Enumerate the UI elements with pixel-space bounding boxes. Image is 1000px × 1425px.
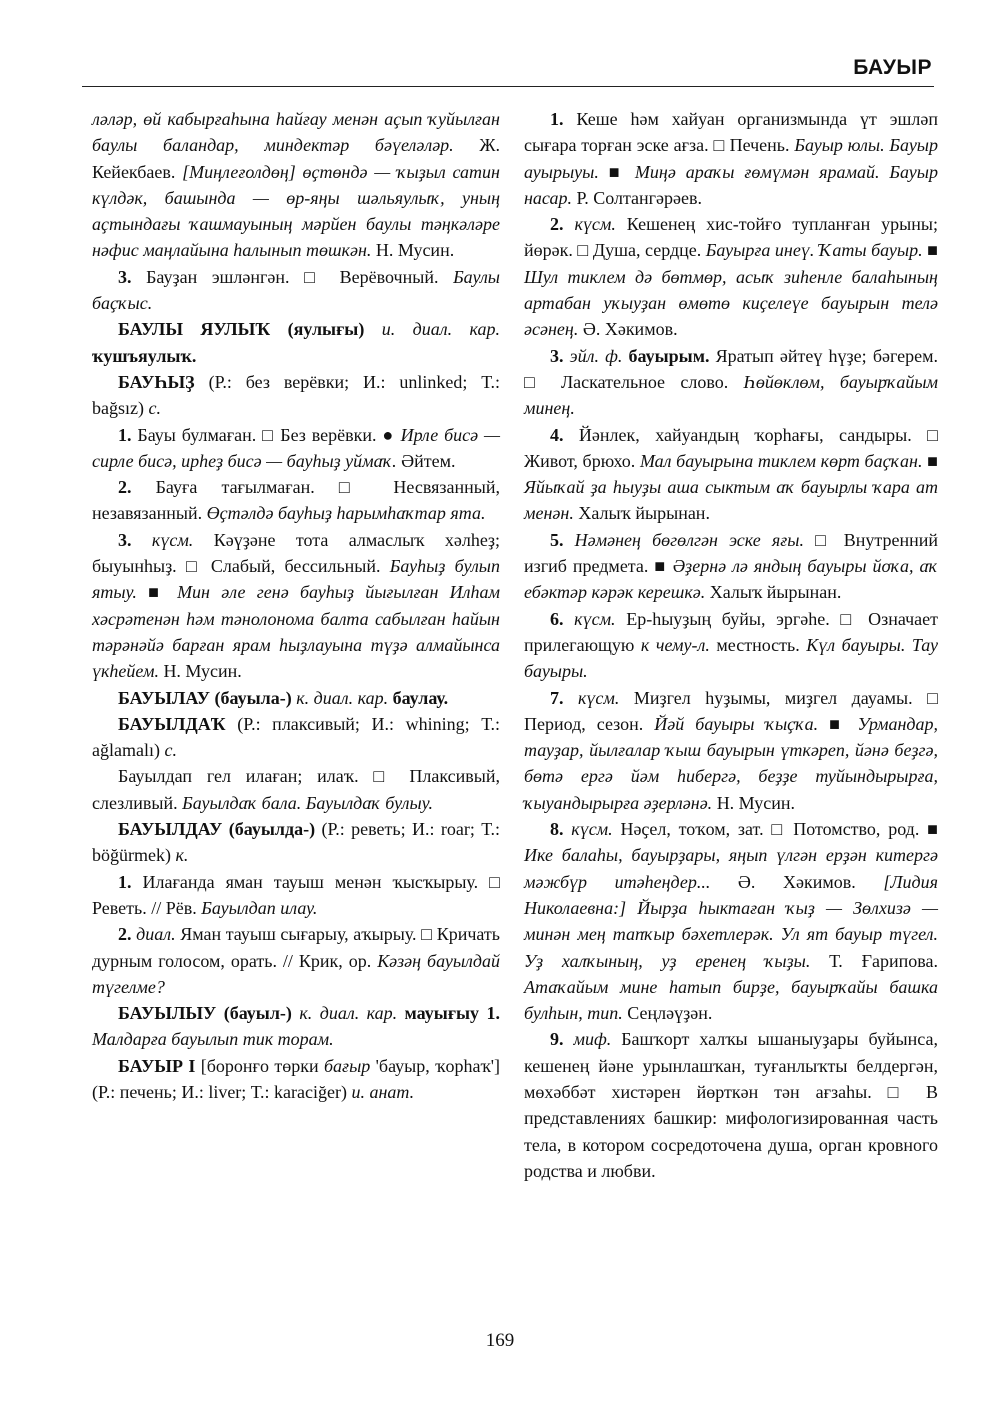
running-header-headword: БАУЫР [853,56,932,79]
text-run: Кешенең хис-тойғо тупланған урыны; йөрәк. □ Душа, сердце. [524,214,938,261]
italic-run: Атаҡайым мине һатып бирҙе, бауырҡайы башка булһын, тип. [524,976,938,1024]
italic-run: күсм. [131,529,194,550]
text-run: Илағанда яман тауыш менән ҡысҡырыу. □ Реветь. // Рёв. [92,871,500,918]
italic-run: Әҙернә лә яндың бауыры йоҡа, аҡ ебәктәр кәрәк керешкә. [524,556,938,603]
bold-run: 2. [118,477,132,498]
bold-run: 8. [550,819,564,840]
text-run: ■ [598,161,635,182]
italic-run: [Лидия Николаевна:] Йырҙа һыктаған ҡыҙ — Зөлхизә — минән мең тапҡыр бәхетлерәк. Ул ят бауыр түгел. Уҙ халҡының, уҙ еренең ҡыҙы. [524,871,938,971]
italic-run: Күл бауыры. Тау бауыры. [524,634,938,682]
entry-paragraph [92,527,500,685]
entry-paragraph [524,1026,938,1184]
italic-run: Урмандар, тауҙар, йылғалар ҡыш бауырын үткәреп, йәнә беҙгә, бөтә ергә йәм һибергә, беҙҙе туйындырырға, ҡыуандырырға әҙерләнә. [524,713,938,813]
bold-run: БАУҺЫҘ [118,371,195,392]
italic-run: Яйыҡай ҙа һыуҙы аша сыктым аҡ бауырлы ҡара ат менән. [524,477,938,524]
text-run: Йәнлек, хайуандың ҡорһағы, сандыры. □ Живот, брюхо. [524,424,938,471]
italic-run: Баулы баҫҡыс. [92,266,500,314]
text-run: (Р.: плаксивый; И.: whining; Т.: ağlamalı) [92,713,500,761]
italic-run: Мал бауырына тиклем көрт баҫҡан. [639,450,923,471]
italic-run: Өҫтәлдә бауһыҙ һарымһаҡтар ята. [206,503,486,524]
text-run: Бауға тағылмаған. □ Несвязанный, незавязанный. [92,477,500,524]
bold-run: 5. [550,529,564,550]
bold-run: 4. [550,424,564,445]
bold-run: 3. [550,345,564,366]
text-run: Н. Мусин. [712,792,795,813]
bold-run: 9. [550,1029,564,1050]
entry-paragraph [92,106,500,264]
text-run: Халыҡ йырынан. [705,582,842,603]
right-column [524,106,938,1184]
bold-run: БАУЫЛДАҠ [118,713,226,734]
text-run: Ә. Хәкимов. [710,871,884,892]
bold-run: 2. [550,214,564,235]
bold-run: БАУЫЛЫУ (бауыл-) [118,1003,292,1024]
italic-run: бағыр [324,1055,371,1076]
italic-run: Һөйөклөм, бауырҡайым минең. [524,371,939,419]
text-run: Миҙгел һуҙымы, миҙгел дауамы. □ Период, сезон. [524,687,938,734]
bold-run: 2. [118,924,132,945]
italic-run: эйл. ф. [563,345,623,366]
entry-paragraph [92,711,500,764]
italic-run: Ирле бисә — сирле бисә, ирһеҙ бисә — бауһыҙ уймаҡ. [92,424,500,471]
italic-run: Нәмәнең бөгөлгән эске яғы. [563,529,804,550]
header-rule [82,86,934,87]
text-run: ■ [922,450,939,471]
text-run: Ә. Хәкимов. [578,319,678,340]
italic-run: к. диал. кар. [291,687,393,708]
text-run: (Р.: реветь; И.: roar; Т.: böğürmek) [92,819,500,866]
italic-run: күсм. [563,687,620,708]
left-column [92,106,500,1105]
italic-run: күсм. [563,819,613,840]
bold-run: 1. [118,871,132,892]
text-run: Халыҡ йырынан. [573,503,710,524]
text-run: Н. Мусин. [371,240,455,261]
bold-run: ҡушъяулыҡ. [92,345,197,366]
italic-run: с. [148,398,161,419]
entry-paragraph [524,106,938,211]
entry-paragraph [92,869,500,922]
entry-paragraph [524,527,938,606]
italic-run: Бауһыҙ булып ятыу. [92,556,500,603]
italic-run: [Миңлеғолдөң] өҫтөндә — ҡыҙыл сатин күлдәк, башында — өр-яңы шәльяулыҡ, уның аҫтындағы ҡашмауының мәрйен баулы тәңкәләре нәфис маңлайына һалынып төшкән. [92,161,500,261]
text-run: Башҡорт халҡы ышаныуҙары буйынса, кешенең йәне урынлашҡан, туғанлыҡты белдергән, мөхәббәт хистәрен йөрткән тән ағзаһы. □ В представлениях башкир: мифологизированная часть тела, в котором сосредоточена душа, орган кровного родства и любви. [524,1029,938,1181]
bold-run: бауырым. [622,345,710,366]
italic-run: к чему-л. [640,634,710,655]
italic-run: к. [175,845,189,866]
entry-paragraph [92,316,500,369]
italic-run: Кәзәң бауылдай түгелме? [92,950,500,997]
entry-paragraph [92,921,500,1000]
text-run: Сеңләүҙән. [622,1003,713,1024]
text-run: Кеше һәм хайуан организмында үт эшләп сығара торған эске ағза. □ Печень. [524,109,938,156]
text-run: Нәҫел, тоҡом, зат. □ Потомство, род. ■ [612,819,938,840]
entry-paragraph [92,474,500,527]
text-run: ■ [922,240,939,261]
entry-paragraph [524,816,938,1026]
italic-run: күсм. [563,214,616,235]
italic-run: Мин әле генә бауһыҙ йығылған Илһам хәсрәтенән һәм тәнолонома балта сабылған һайын тәрәнәйә барған ярам һыҙлауына түҙә алмайынса үкһейем. [92,582,501,682]
italic-run: и. диал. кар. [364,319,500,340]
bold-run: БАУЫЛДАУ (бауылда-) [118,819,316,840]
italic-run: Йәй бауыры ҡыҫҡа. [654,713,819,734]
text-run: Бауы булмаған. □ Без верёвки. ● [131,424,401,445]
entry-paragraph [524,685,938,816]
text-run: Ер-һыуҙың буйы, эргәһе. □ Означает прилегающую [524,608,938,655]
bold-run: 3. [118,266,132,287]
bold-run: БАУЫР I [118,1055,196,1076]
text-run: [боронғо төрки [195,1055,324,1076]
entry-paragraph [92,763,500,816]
text-run: Яратып әйтеү һүҙе; бәгерем. □ Ласкательное слово. [524,345,938,392]
entry-paragraph [524,422,938,527]
text-run: Ж. Кейекбаев. [92,135,500,182]
italic-run: Миңә араҡы ғөмүмән ярамай. Бауыр насар. [524,161,938,208]
entry-paragraph [92,422,500,475]
text-run: (Р.: без верёвки; И.: unlinked; Т.: bağsız) [92,371,500,419]
bold-run: 1. [118,424,132,445]
text-run: 'бауыр, ҡорһаҡ'] (Р.: печень; И.: liver; Т.: karaciğer) [92,1055,501,1102]
entry-paragraph [524,211,938,342]
bold-run: мауығыу 1. [404,1003,500,1024]
text-run: □ Внутренний изгиб предмета. ■ [524,529,938,577]
italic-run: Бауыр юлы. Бауыр ауырыуы. [524,135,938,182]
italic-run: Бауырға инеү. Ҡаты бауыр. [705,240,923,261]
text-run: Р. Солтангәрәев. [571,187,703,208]
bold-run: 1. [550,109,564,129]
entry-paragraph [92,685,500,711]
entry-paragraph [92,816,500,869]
italic-run: Ике балаһы, бауырҙары, яңып үлгән ерҙән китергә мәжбүр итәһеңдер... [524,845,938,892]
text-run: Бауҙан эшләнгән. □ Верёвочный. [131,266,454,287]
italic-run: Малдарға бауылып тик торам. [92,1029,334,1050]
bold-run: 7. [550,687,564,708]
bold-run: баулау. [392,687,449,708]
text-run: Әйтем. [396,450,456,471]
text-run: Т. Ғарипова. [810,950,938,971]
text-run: ■ [136,582,178,603]
italic-run: с. [164,740,177,761]
text-run: местность. [709,634,807,655]
italic-run: диал. [131,924,176,945]
bold-run: 3. [118,529,132,550]
entry-paragraph [92,369,500,422]
italic-run: и. анат. [351,1081,415,1102]
bold-run: БАУЛЫ ЯУЛЫҠ (яулығы) [118,319,365,340]
entry-paragraph [92,264,500,317]
bold-run: 6. [550,608,564,629]
entry-paragraph [92,1053,500,1106]
text-run: Яман тауыш сығарыу, аҡырыу. □ Кричать дурным голосом, орать. // Крик, ор. [92,924,500,971]
italic-run: к. диал. кар. [291,1003,405,1024]
entry-paragraph [92,1000,500,1053]
text-run: ■ [818,713,858,734]
text-run: Бауылдап гел илаған; илаҡ. □ Плаксивый, слезливый. [92,766,500,813]
italic-run: күсм. [563,608,616,629]
entry-paragraph [524,343,938,422]
page-number: 169 [485,1330,515,1351]
italic-run: Бауылдап илау. [201,897,318,918]
text-run: Н. Мусин. [158,661,242,682]
italic-run: Бауылдаҡ бала. Бауылдаҡ булыу. [182,792,433,813]
italic-run: Шул тиклем дә бөтмөр, асыҡ зиһенле балаһының артабан уҡыуҙан өмөтө киҫелеүе бауырын телә әсәнең. [524,266,938,340]
italic-run: миф. [563,1029,612,1050]
text-run: Кәүҙәне тота алмаслыҡ хәлһеҙ; быуынһыҙ. □ Слабый, бессильный. [92,529,500,577]
entry-paragraph [524,606,938,685]
italic-run: ләләр, өй кабырғаһына һайғау менән аҫып ҡуйылған баулы баландар, миндектәр бәүеләләр. [92,109,500,156]
bold-run: БАУЫЛАУ (бауыла-) [118,687,292,708]
